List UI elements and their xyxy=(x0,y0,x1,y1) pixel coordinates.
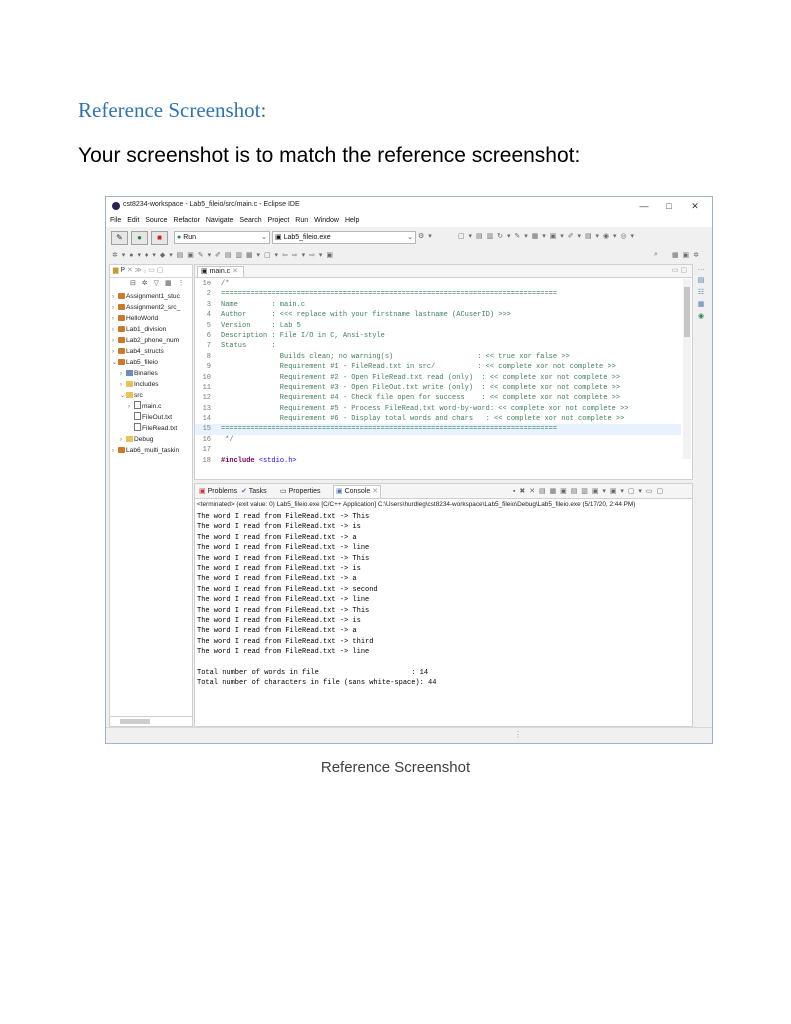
console-line: The word I read from FileRead.txt -> a xyxy=(197,533,357,542)
tree-item-label: Assignment1_stuc xyxy=(126,293,180,300)
console-panel xyxy=(194,483,693,727)
project-explorer xyxy=(109,264,193,720)
console-line xyxy=(197,657,436,667)
code-text xyxy=(221,362,616,372)
c-file-icon: ▣ xyxy=(201,268,210,275)
launch-config-label: Lab5_fileio.exe xyxy=(283,234,331,241)
line-number: 13 xyxy=(202,404,211,413)
project-icon xyxy=(118,293,125,299)
explorer-toolbar-icons[interactable]: ⊟ ✲ ▽ ▦ ⋮ xyxy=(130,280,187,287)
console-line: Total number of characters in file (sans white-space): 44 xyxy=(197,679,437,688)
line-number: 9 xyxy=(206,363,211,372)
code-text xyxy=(221,404,628,414)
project-explorer-tab[interactable]: P xyxy=(120,267,125,274)
tasks-icon: ✔ xyxy=(241,488,247,495)
file-icon xyxy=(134,401,141,409)
code-text-content: ================================================================================ xyxy=(221,425,558,434)
tab-tasks[interactable] xyxy=(241,487,267,495)
tree-item[interactable] xyxy=(110,357,192,368)
minimize-maximize-icons[interactable]: ▭ ▢ xyxy=(671,267,687,274)
tree-item[interactable] xyxy=(110,445,192,456)
problems-icon: ▣ xyxy=(199,488,206,495)
menu-file[interactable]: File xyxy=(110,217,122,224)
code-text xyxy=(221,352,570,362)
view-menu-icons[interactable]: ✕ ≫ ₁ ▭ ▢ xyxy=(126,267,164,274)
folder-icon: ▆ xyxy=(113,267,119,274)
code-text-content: Requirement #1 - FileRead.txt in src/ : << complete xor not complete >> xyxy=(221,363,616,372)
folder-icon xyxy=(126,392,133,398)
chevron-right-icon[interactable]: › xyxy=(120,437,122,443)
console-icon: ▣ xyxy=(336,488,343,495)
line-number: 10 xyxy=(202,373,211,382)
menu-run[interactable]: Run xyxy=(295,217,309,224)
code-text-content: Requirement #3 - Open FileOut.txt write (only) : << complete xor not complete >> xyxy=(221,383,621,392)
minimize-button[interactable]: — xyxy=(639,201,649,211)
code-line xyxy=(195,362,681,372)
console-line: The word I read from FileRead.txt -> This xyxy=(197,606,370,615)
build-icon[interactable]: ✎ xyxy=(111,231,128,245)
line-number: 18 xyxy=(202,456,211,465)
code-text xyxy=(221,456,297,466)
console-line: The word I read from FileRead.txt -> is xyxy=(197,523,361,532)
code-line xyxy=(195,456,681,466)
code-text-content: ================================================================================ xyxy=(221,290,558,299)
perspective-icons[interactable]: ▦ ▣ ✲ xyxy=(672,252,700,259)
tree-item-label: Lab2_phone_num xyxy=(126,337,180,344)
close-icon[interactable]: ✕ xyxy=(230,268,238,275)
close-button[interactable]: ✕ xyxy=(691,201,699,211)
launch-mode-label: Run xyxy=(183,234,197,241)
code-text-content: Requirement #4 - Check file open for success : << complete xor not complete >> xyxy=(221,394,621,403)
menu-bar xyxy=(106,215,712,227)
toolbar-icons-row-1[interactable]: ▢ ▾ ▤ ▥ ↻ ▾ ✎ ▾ ▦ ▾ ▣ ▾ ✐ ▾ ▤ ▾ ◉ ▾ ◎ ▾ xyxy=(458,233,636,240)
close-icon[interactable]: ✕ xyxy=(372,488,379,495)
code-text-content: /* xyxy=(221,280,230,288)
console-line: The word I read from FileRead.txt -> a xyxy=(197,627,357,636)
status-separator: ⋮ xyxy=(514,730,522,739)
code-lines[interactable] xyxy=(195,279,681,466)
chevron-right-icon[interactable]: › xyxy=(120,382,122,388)
code-text xyxy=(221,310,511,320)
tree-item[interactable] xyxy=(110,379,192,390)
tasks-icon[interactable]: ▦ xyxy=(697,301,705,308)
tree-item-label: Lab6_multi_taskin xyxy=(126,447,180,454)
code-line xyxy=(195,279,681,289)
tree-item[interactable] xyxy=(110,401,192,412)
editor-tab-label: main.c xyxy=(209,268,231,275)
gear-icon[interactable]: ⚙ ▾ xyxy=(418,233,433,240)
code-editor xyxy=(194,264,693,480)
editor-tab-row xyxy=(195,265,692,278)
tree-item-label: main.c xyxy=(142,403,162,410)
tree-item[interactable] xyxy=(110,390,192,401)
project-icon xyxy=(118,326,125,332)
line-number: 11 xyxy=(202,383,211,392)
properties-icon: ▭ xyxy=(280,488,287,495)
terminated-status: <terminated> (exit value: 0) Lab5_fileio.exe [C/C++ Application] C:\Users\hurdleg\cst8234-workspace\Lab5_fileio\Debug\Lab5_fileio.exe (5/17/20, 2:44 PM) xyxy=(197,501,636,508)
console-line: The word I read from FileRead.txt -> a xyxy=(197,575,357,584)
tree-item-label: Lab5_fileio xyxy=(126,359,158,366)
file-icon xyxy=(134,423,141,431)
code-text-content: Name : main.c xyxy=(221,300,306,309)
code-line xyxy=(195,331,681,341)
tab-properties[interactable] xyxy=(280,487,320,495)
project-icon xyxy=(118,337,125,343)
tab-console-label: Console xyxy=(344,488,371,495)
menu-project[interactable]: Project xyxy=(267,217,290,224)
console-line: The word I read from FileRead.txt -> third xyxy=(197,637,374,646)
line-number: 4 xyxy=(206,311,211,320)
code-text xyxy=(221,341,276,351)
console-tab-bar xyxy=(195,484,692,499)
code-text-content: Requirement #6 - Display total words and chars : << complete xor not complete >> xyxy=(221,415,625,424)
code-text xyxy=(221,289,557,299)
line-number: 5 xyxy=(206,321,211,330)
tree-item-label: FileOut.txt xyxy=(142,414,173,421)
file-icon xyxy=(134,412,141,420)
binaries-icon xyxy=(126,370,133,376)
code-text xyxy=(221,373,620,383)
launch-config-select[interactable] xyxy=(272,231,416,244)
line-number: 14 xyxy=(202,415,211,424)
chevron-right-icon[interactable]: › xyxy=(112,294,114,300)
code-text xyxy=(221,331,385,341)
chevron-down-icon: ⌄ xyxy=(407,234,413,241)
tree-item[interactable] xyxy=(110,434,192,445)
tab-problems-label: Problems xyxy=(207,488,238,495)
make-target-icon[interactable]: ◉ xyxy=(697,313,705,320)
menu-edit[interactable]: Edit xyxy=(127,217,140,224)
doc-intro-text: Your screenshot is to match the reference screenshot: xyxy=(78,144,581,167)
project-icon xyxy=(118,359,125,365)
editor-tab-main-c[interactable] xyxy=(197,266,244,277)
menu-refactor[interactable]: Refactor xyxy=(173,217,200,224)
line-number: 16 xyxy=(202,435,211,444)
code-text xyxy=(221,414,624,424)
tree-item-label: HelloWorld xyxy=(126,315,159,322)
tab-properties-label: Properties xyxy=(288,488,321,495)
code-line xyxy=(195,310,681,320)
run-icon[interactable]: ● xyxy=(131,231,148,245)
chevron-right-icon[interactable]: › xyxy=(112,327,114,333)
code-text-content: Builds clean; no warning(s) : << true xor false >> xyxy=(221,352,570,361)
project-icon xyxy=(118,304,125,310)
tab-console[interactable] xyxy=(333,485,381,498)
eclipse-icon xyxy=(112,202,120,210)
explorer-horizontal-scrollbar[interactable] xyxy=(109,716,193,727)
tree-item-label: Debug xyxy=(134,436,154,443)
tab-tasks-label: Tasks xyxy=(248,488,267,495)
code-text-content: Requirement #5 - Process FileRead.txt word-by-word: << complete xor not complete >> xyxy=(221,404,629,413)
line-number: 7 xyxy=(206,342,211,351)
chevron-right-icon[interactable]: › xyxy=(112,305,114,311)
status-bar xyxy=(106,727,712,744)
stop-icon[interactable]: ■ xyxy=(151,231,168,245)
chevron-right-icon[interactable]: › xyxy=(112,349,114,355)
console-line: The word I read from FileRead.txt -> This xyxy=(197,513,370,521)
code-text xyxy=(221,321,301,331)
code-text xyxy=(221,279,229,289)
menu-search[interactable]: Search xyxy=(239,217,262,224)
search-icon[interactable]: ⌕ xyxy=(654,251,659,258)
menu-window[interactable]: Window xyxy=(314,217,339,224)
launch-mode-select[interactable] xyxy=(174,231,270,244)
chevron-down-icon[interactable]: ⌄ xyxy=(112,360,118,366)
menu-help[interactable]: Help xyxy=(344,217,360,224)
project-tree xyxy=(110,291,192,456)
code-text-content: Status : xyxy=(221,342,276,351)
console-line: The word I read from FileRead.txt -> line xyxy=(197,648,370,657)
string-literal: <stdio.h> xyxy=(258,456,297,465)
doc-heading: Reference Screenshot: xyxy=(78,98,267,122)
project-icon xyxy=(118,315,125,321)
folder-icon xyxy=(126,381,133,387)
console-line: The word I read from FileRead.txt -> line xyxy=(197,544,370,553)
tree-item[interactable] xyxy=(110,412,192,423)
folder-icon xyxy=(126,436,133,442)
chevron-right-icon[interactable]: › xyxy=(112,448,114,454)
code-text-content: Author : <<< replace with your firstname lastname (ACuserID) >>> xyxy=(221,311,511,320)
code-text-content: Version : Lab 5 xyxy=(221,321,301,330)
code-line xyxy=(195,445,681,455)
chevron-right-icon[interactable]: › xyxy=(128,404,130,410)
code-text xyxy=(221,383,620,393)
line-number: 2 xyxy=(206,290,211,299)
window-title: cst8234-workspace - Lab5_fileio/src/main.c - Eclipse IDE xyxy=(123,201,300,208)
tree-item[interactable] xyxy=(110,368,192,379)
code-line xyxy=(195,393,681,403)
project-icon xyxy=(118,447,125,453)
tree-item-label: Binaries xyxy=(134,370,158,377)
nav-toolbar xyxy=(106,247,712,263)
maximize-button[interactable]: □ xyxy=(666,201,672,211)
line-number: 12 xyxy=(202,394,211,403)
code-text-content: Requirement #2 - Open FileRead.txt read (only) : << complete xor not complete >> xyxy=(221,373,621,382)
code-line xyxy=(195,341,681,351)
tree-item-label: Includes xyxy=(134,381,159,388)
toolbar-icons-row-2[interactable]: ✲ ▾ ● ▾ ♦ ▾ ◆ ▾ ▤ ▣ ✎ ▾ ✐ ▤ ▥ ▦ ▾ ▢ ▾ ⇦ ⇨ ▾ ⇨ ▾ ▣ xyxy=(112,252,334,259)
code-text xyxy=(221,424,557,434)
tree-item[interactable] xyxy=(110,324,192,335)
chevron-right-icon[interactable]: › xyxy=(112,316,114,322)
chevron-down-icon[interactable]: ⌄ xyxy=(120,393,126,399)
code-line xyxy=(195,373,681,383)
code-line xyxy=(195,435,681,445)
code-line xyxy=(195,383,681,393)
console-line: The word I read from FileRead.txt -> is xyxy=(197,564,361,573)
console-line: The word I read from FileRead.txt -> is xyxy=(197,616,361,625)
code-text xyxy=(221,300,305,310)
console-line: The word I read from FileRead.txt -> line xyxy=(197,596,370,605)
tab-problems[interactable] xyxy=(199,487,237,495)
project-explorer-header xyxy=(110,265,192,278)
tree-item[interactable] xyxy=(110,335,192,346)
editor-vertical-scrollbar[interactable] xyxy=(683,279,691,459)
tree-item-label: FileRead.txt xyxy=(142,425,178,432)
console-output[interactable] xyxy=(197,512,436,689)
outline-icon[interactable]: ▤ xyxy=(697,277,705,284)
code-text-content: Description : File I/O in C, Ansi-style xyxy=(221,331,385,340)
tree-item[interactable] xyxy=(110,346,192,357)
run-mode-icon: ● xyxy=(177,234,184,241)
chevron-down-icon: ⌄ xyxy=(261,234,267,241)
tree-item[interactable] xyxy=(110,313,192,324)
line-number: 8 xyxy=(206,352,211,361)
code-line xyxy=(195,321,681,331)
line-number: 6 xyxy=(206,331,211,340)
tree-item-label: Lab1_division xyxy=(126,326,167,333)
figure-caption: Reference Screenshot xyxy=(320,759,471,776)
config-icon: ▣ xyxy=(275,234,284,241)
line-number: 1⊖ xyxy=(202,280,211,288)
tree-item[interactable] xyxy=(110,302,192,313)
line-number: 3 xyxy=(206,300,211,309)
code-text-content: */ xyxy=(221,435,234,444)
code-line xyxy=(195,414,681,424)
console-line: The word I read from FileRead.txt -> This xyxy=(197,554,370,563)
eclipse-window xyxy=(105,196,713,744)
tree-item-label: Lab4_structs xyxy=(126,348,164,355)
code-text xyxy=(221,393,620,403)
console-line: The word I read from FileRead.txt -> second xyxy=(197,585,378,594)
console-toolbar-icons[interactable]: ▪ ✖ ✕ ▤ ▦ ▣ ▤ ▥ ▣ ▾ ▣ ▾ ▢ ▾ ▭ ▢ xyxy=(513,488,665,495)
line-number: 15 xyxy=(202,425,211,434)
code-line xyxy=(195,300,681,310)
chevron-right-icon[interactable]: › xyxy=(120,371,122,377)
project-icon xyxy=(118,348,125,354)
tree-item[interactable] xyxy=(110,423,192,434)
tree-item-label: src xyxy=(134,392,143,399)
menu-navigate[interactable]: Navigate xyxy=(205,217,234,224)
hierarchy-icon[interactable]: ☷ xyxy=(697,289,705,296)
right-trim-bar xyxy=(693,264,709,718)
restore-icon[interactable]: ⋯ xyxy=(697,267,705,274)
console-line: Total number of words in file : 14 xyxy=(197,668,429,677)
code-line xyxy=(195,352,681,362)
tree-item[interactable] xyxy=(110,291,192,302)
code-text xyxy=(221,435,234,445)
launch-toolbar xyxy=(106,228,712,246)
code-line xyxy=(195,289,681,299)
code-line xyxy=(195,424,681,434)
chevron-right-icon[interactable]: › xyxy=(112,338,114,344)
line-number: 17 xyxy=(202,446,211,455)
code-text-content: #include xyxy=(221,456,259,465)
menu-source[interactable]: Source xyxy=(145,217,168,224)
code-line xyxy=(195,404,681,414)
tree-item-label: Assignment2_src_ xyxy=(126,304,181,311)
title-bar xyxy=(106,197,712,215)
